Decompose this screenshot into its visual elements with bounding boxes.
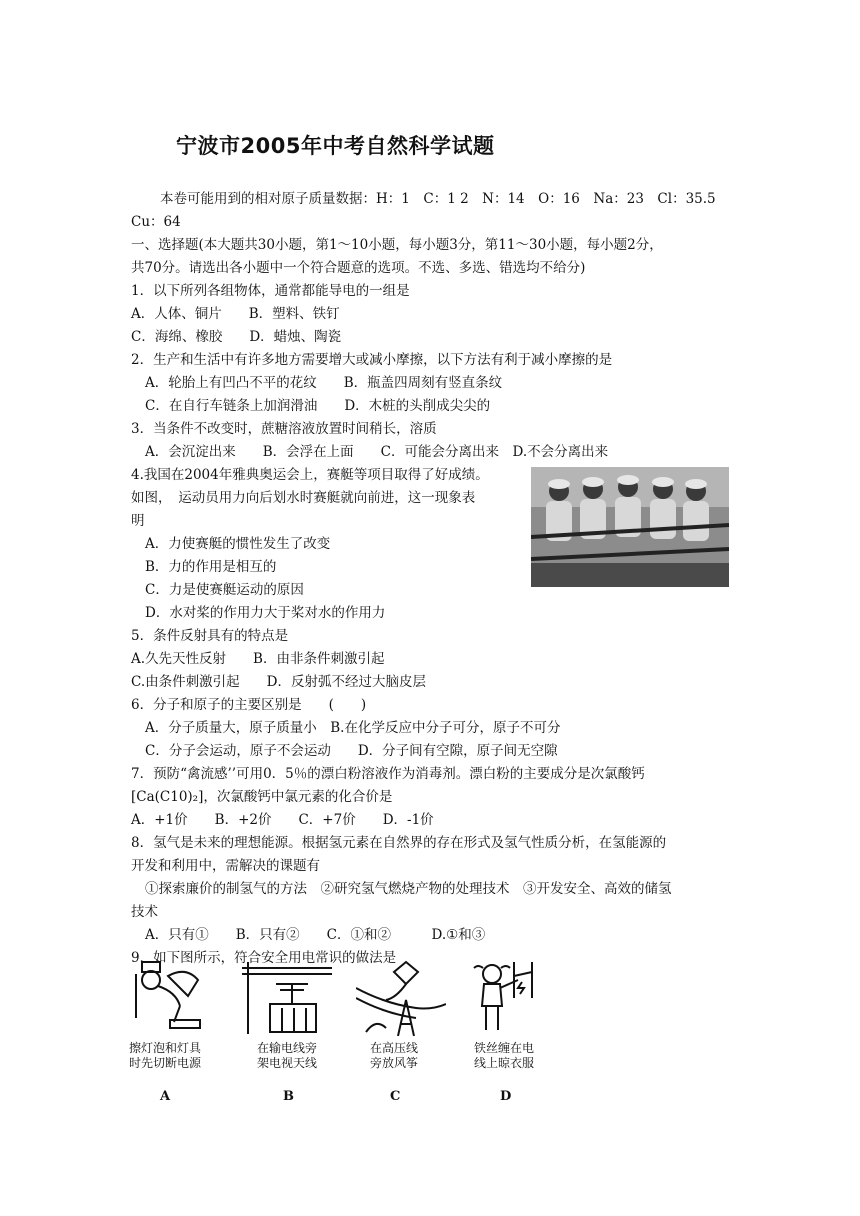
question-2-options: A．轮胎上有凹凸不平的花纹 B．瓶盖四周刻有竖直条纹 <box>145 375 503 391</box>
figure-b-caption: 架电视天线 <box>257 1056 318 1070</box>
question-8-stem: 8．氢气是未来的理想能源。根据氢元素在自然界的存在形式及氢气性质分析，在氢能源的 <box>131 835 667 851</box>
question-1-stem: 1．以下所列各组物体，通常都能导电的一组是 <box>131 283 410 299</box>
question-5-options: A.久先天性反射 B．由非条件刺激引起 <box>131 651 385 667</box>
figure-d-caption: 铁丝缠在电 <box>474 1041 535 1055</box>
question-4-option-c: C．力是使赛艇运动的原因 <box>145 582 304 598</box>
rowing-team-photo <box>531 467 729 587</box>
question-2-stem: 2．生产和生活中有许多地方需要增大或减小摩擦，以下方法有利于减小摩擦的是 <box>131 352 613 368</box>
question-3-stem: 3．当条件不改变时，蔗糖溶液放置时间稍长，溶质 <box>131 421 437 437</box>
figure-d-caption: 线上晾衣服 <box>474 1056 535 1070</box>
question-6-options: C．分子会运动，原子不会运动 D．分子间有空隙，原子间无空隙 <box>145 743 558 759</box>
question-1-options: A．人体、铜片 B．塑料、铁钉 <box>131 306 340 322</box>
question-4-option-b: B．力的作用是相互的 <box>145 559 277 575</box>
figure-b-letter: B <box>283 1089 294 1104</box>
question-7-stem: [Ca(C10)₂]，次氯酸钙中氯元素的化合价是 <box>131 789 393 805</box>
figure-c-caption: 旁放风筝 <box>370 1056 419 1070</box>
figure-b-caption: 在输电线旁 <box>257 1041 318 1055</box>
intro-line: 本卷可能用到的相对原子质量数据：H：1 C：1 2 N：14 O：16 Na：23 Cl：35.5 <box>160 191 716 207</box>
question-8-items: 技术 <box>131 904 158 920</box>
question-5-options: C.由条件刺激引起 D．反射弧不经过大脑皮层 <box>131 674 426 690</box>
figure-a-caption: 时先切断电源 <box>129 1056 202 1070</box>
question-8-items: ①探索廉价的制氢气的方法 ②研究氢气燃烧产物的处理技术 ③开发安全、高效的储氢 <box>145 881 672 897</box>
question-6-options: A．分子质量大，原子质量小 B.在化学反应中分子可分，原子不可分 <box>145 720 561 736</box>
figure-a-letter: A <box>160 1089 171 1104</box>
figure-a-caption: 擦灯泡和灯具 <box>129 1041 202 1055</box>
section-heading: 一、选择题(本大题共30小题，第1～10小题，每小题3分，第11～30小题，每小题2分， <box>131 237 663 253</box>
figure-c-letter: C <box>390 1089 401 1104</box>
figure-c-caption: 在高压线 <box>370 1041 419 1055</box>
question-6-stem: 6．分子和原子的主要区别是 ( ) <box>131 697 367 713</box>
question-7-options: A．+1价 B．+2价 C．+7价 D．-1价 <box>131 812 434 828</box>
question-7-stem: 7．预防“禽流感’’可用0．5％的漂白粉溶液作为消毒剂。漂白粉的主要成分是次氯酸钙 <box>131 766 645 782</box>
question-4-stem: 4.我国在2004年雅典奥运会上，赛艇等项目取得了好成绩。 <box>131 467 489 483</box>
question-4-stem: 如图， 运动员用力向后划水时赛艇就向前进，这一现象表 <box>131 490 476 506</box>
section-heading: 共70分。请选出各小题中一个符合题意的选项。不选、多选、错选均不给分) <box>131 260 586 276</box>
question-4-option-d: D．水对桨的作用力大于桨对水的作用力 <box>145 605 386 621</box>
question-4-option-a: A．力使赛艇的惯性发生了改变 <box>145 536 331 552</box>
question-3-options: A．会沉淀出来 B．会浮在上面 C．可能会分离出来 D.不会分离出来 <box>145 444 609 460</box>
question-9-stem: 9．如下图所示，符合安全用电常识的做法是 <box>131 950 397 966</box>
question-8-options: A．只有① B．只有② C．①和② D.①和③ <box>145 927 486 943</box>
question-4-stem: 明 <box>131 513 145 529</box>
page-title: 宁波市2005年中考自然科学试题 <box>176 134 495 158</box>
question-1-options: C．海绵、橡胶 D．蜡烛、陶瓷 <box>131 329 342 345</box>
question-2-options: C．在自行车链条上加润滑油 D．木桩的头削成尖尖的 <box>145 398 491 414</box>
question-8-stem: 开发和利用中，需解决的课题有 <box>131 858 320 874</box>
figure-d-letter: D <box>500 1089 512 1104</box>
question-5-stem: 5．条件反射具有的特点是 <box>131 628 289 644</box>
intro-line: Cu：64 <box>131 214 181 230</box>
